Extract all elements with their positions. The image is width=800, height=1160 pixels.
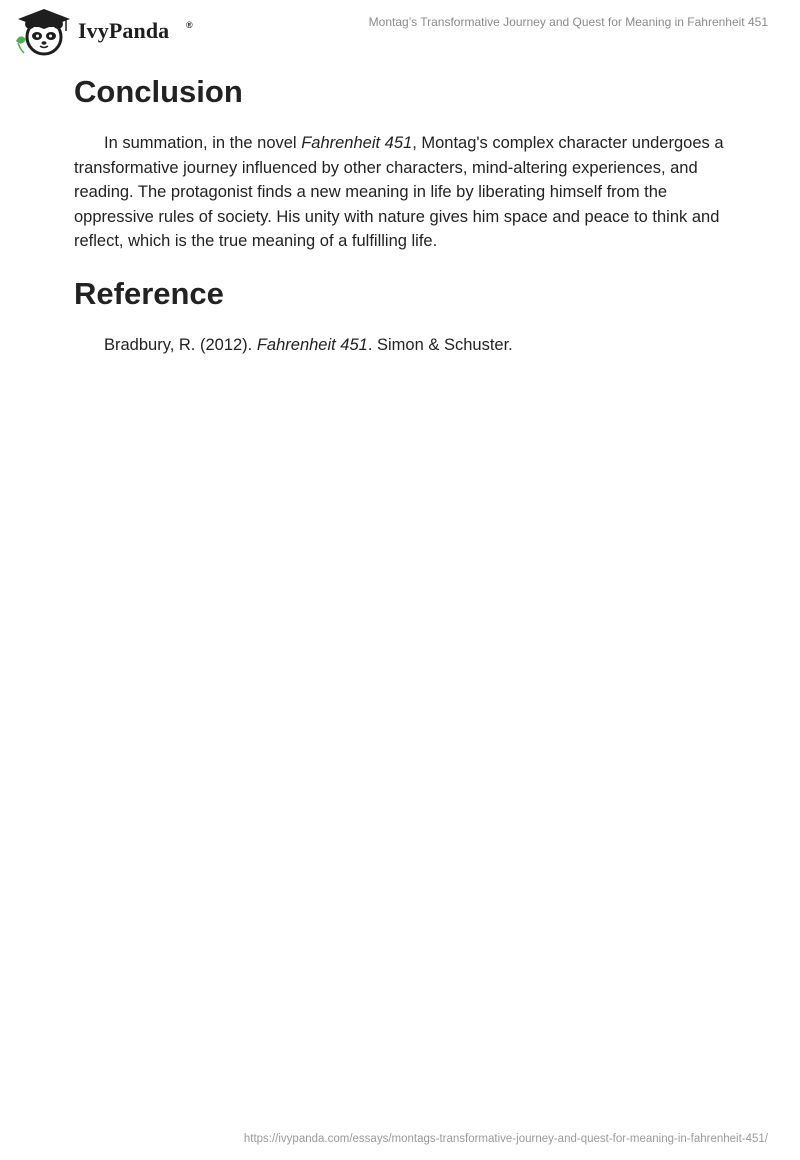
brand-name: IvyPanda <box>78 18 170 43</box>
reference-author-year: Bradbury, R. (2012). <box>104 335 257 354</box>
conclusion-text-rest: , Montag's complex character undergoes a transformative journey influenced by other characters, mind-altering experiences, and reading. The protagonist finds a new meaning in life by liberating himself from the oppressive rules of society. His unity with nature gives him space and peace to think and reflect, which is the true meaning of a fulfilling life. <box>74 134 724 250</box>
conclusion-text-start: In summation, in the novel <box>104 134 302 152</box>
reference-heading: Reference <box>74 275 224 311</box>
ivypanda-logo[interactable] <box>14 7 192 57</box>
essay-content <box>74 72 724 357</box>
registered-mark: ® <box>186 20 193 30</box>
page-header <box>0 0 800 64</box>
source-url[interactable]: https://ivypanda.com/essays/montags-transformative-journey-and-quest-for-meaning-in-fahrenheit-451/ <box>243 1133 768 1145</box>
reference-book-title: Fahrenheit 451 <box>256 335 368 354</box>
conclusion-paragraph <box>74 131 724 254</box>
reference-publisher: . Simon & Schuster. <box>367 335 513 354</box>
document-title: Montag’s Transformative Journey and Quest for Meaning in Fahrenheit 451 <box>368 15 768 29</box>
conclusion-heading: Conclusion <box>74 74 243 109</box>
conclusion-book-title: Fahrenheit 451 <box>301 134 413 152</box>
panda-graduation-cap-icon <box>14 7 76 57</box>
reference-entry <box>74 333 724 357</box>
